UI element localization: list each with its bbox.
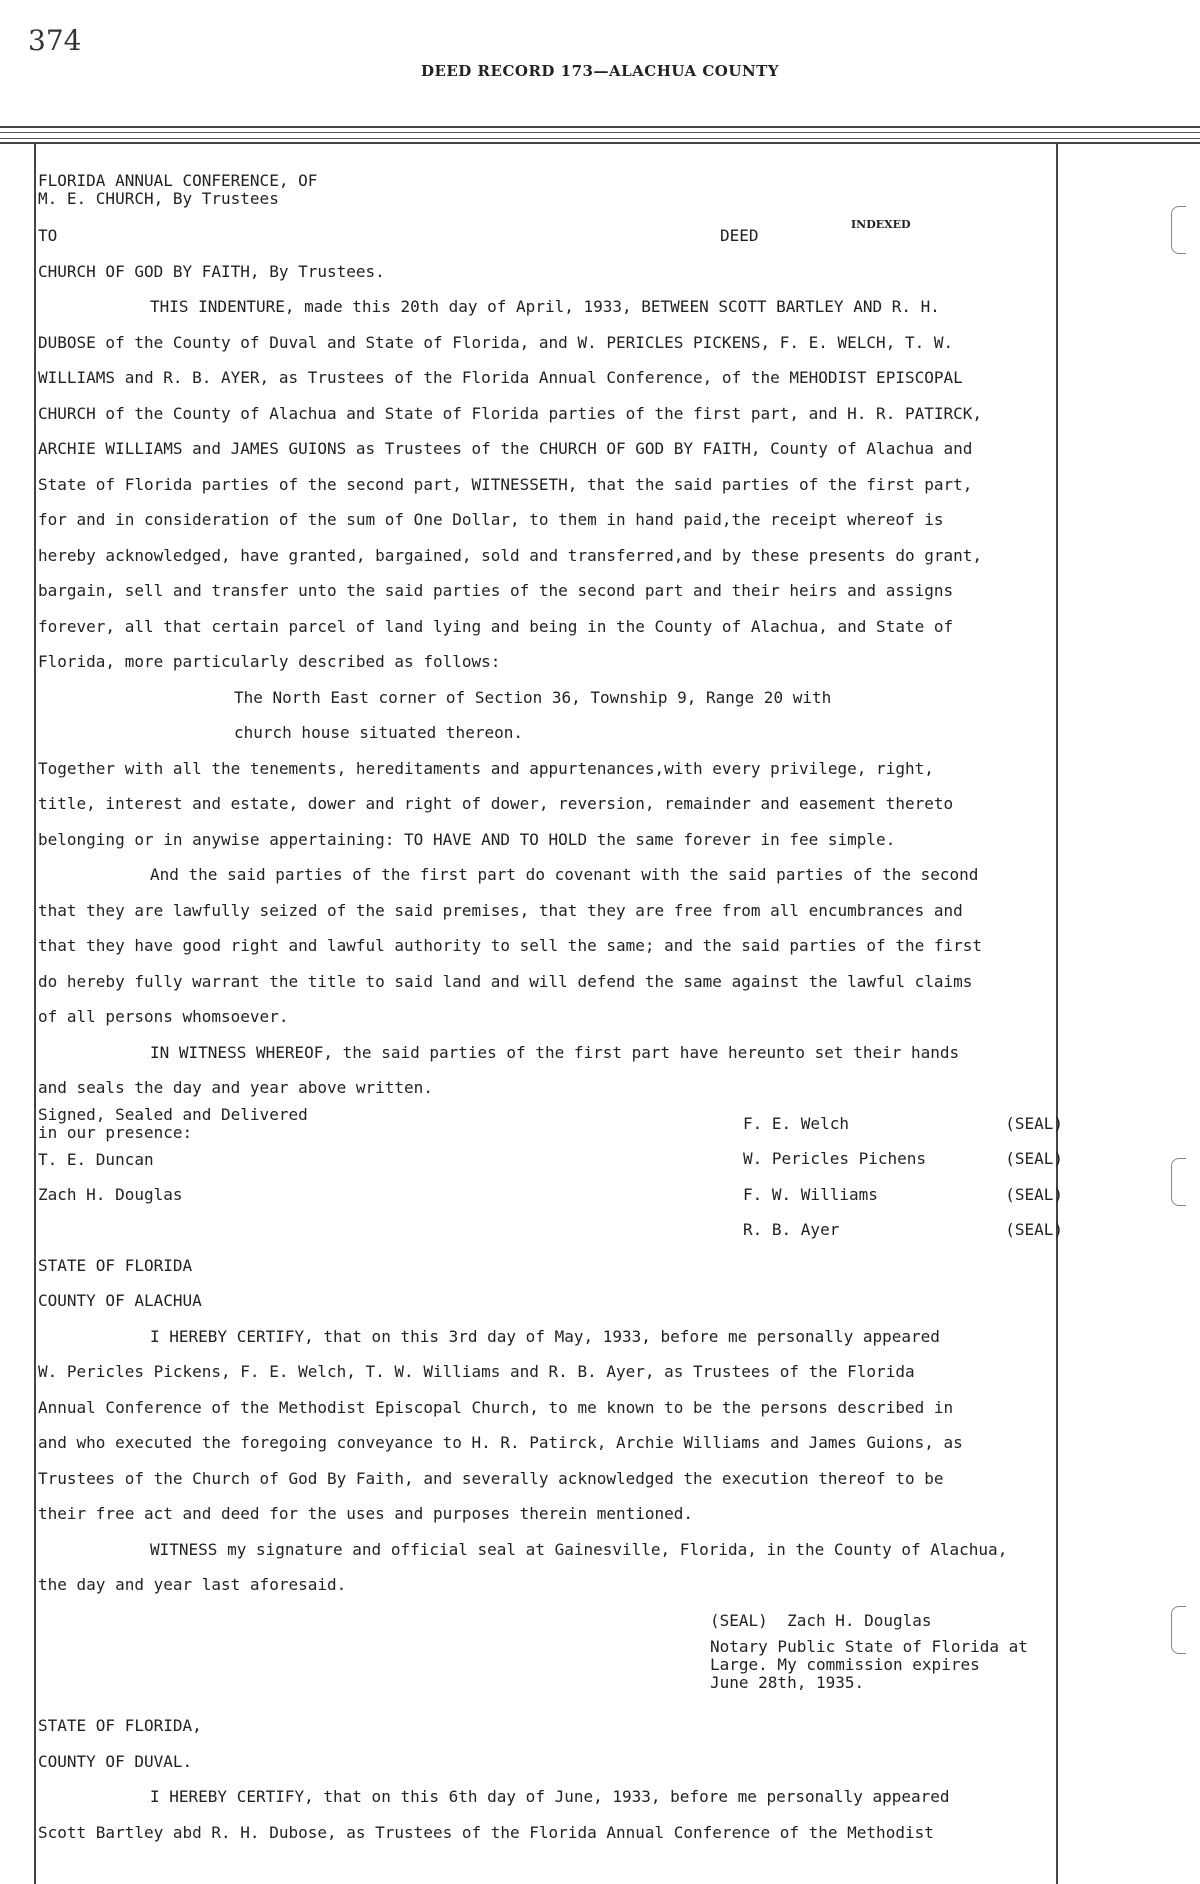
indenture-line: for and in consideration of the sum of One Dollar, to them in hand paid,the receipt whereof is — [38, 510, 944, 529]
left-margin-rule — [34, 142, 36, 1884]
covenant-line: that they have good right and lawful authority to sell the same; and the said parties of the first — [38, 936, 983, 955]
seal-label: (SEAL) — [1005, 1113, 1063, 1133]
indenture-line: bargain, sell and transfer unto the said parties of the second part and their heirs and assigns — [38, 581, 954, 600]
notary-title: Large. My commission expires — [710, 1655, 980, 1674]
notary-title: Notary Public State of Florida at — [710, 1637, 1028, 1656]
indenture-line: State of Florida parties of the second part, WITNESSETH, that the said parties of the first part, — [38, 474, 973, 494]
signature-block — [38, 1104, 1063, 1248]
grantor-line: FLORIDA ANNUAL CONFERENCE, OF — [38, 171, 318, 190]
acknowledgment-line: their free act and deed for the uses and purposes therein mentioned. — [38, 1504, 694, 1523]
grantor-line: M. E. CHURCH, By Trustees — [38, 189, 279, 208]
signer-row — [743, 1212, 1063, 1248]
acknowledgment-line: Scott Bartley abd R. H. Dubose, as Trustees of the Florida Annual Conference of the Methodist — [38, 1822, 934, 1842]
acknowledgment-line: I HEREBY CERTIFY, that on this 3rd day of May, 1933, before me personally appeared — [150, 1326, 940, 1346]
header-rule-thin — [0, 138, 1200, 139]
signer-name: R. B. Ayer — [743, 1220, 840, 1239]
notary-seal: (SEAL) — [710, 1610, 768, 1630]
indenture-line: DUBOSE of the County of Duval and State of Florida, and W. PERICLES PICKENS, F. E. WELCH, T. W. — [38, 332, 954, 352]
indexed-stamp: INDEXED — [851, 218, 911, 231]
covenant-line: And the said parties of the first part do covenant with the said parties of the second — [150, 865, 979, 884]
property-description: church house situated thereon. — [234, 723, 523, 742]
indenture-line: THIS INDENTURE, made this 20th day of April, 1933, BETWEEN SCOTT BARTLEY AND R. H. — [150, 297, 940, 316]
indenture-line: CHURCH of the County of Alachua and State of Florida parties of the first part, and H. R. PATIRCK, — [38, 403, 983, 423]
acknowledgment-line: Annual Conference of the Methodist Episcopal Church, to me known to be the persons described in — [38, 1397, 954, 1417]
habendum-line: belonging or in anywise appertaining: TO HAVE AND TO HOLD the same forever in fee simple. — [38, 829, 896, 849]
deed-body — [38, 171, 1063, 1850]
notary-title: June 28th, 1935. — [710, 1673, 865, 1692]
venue-county: COUNTY OF ALACHUA — [38, 1291, 202, 1310]
deed-record-title: DEED RECORD 173—ALACHUA COUNTY — [420, 62, 780, 80]
signer-name: W. Pericles Pichens — [743, 1149, 927, 1168]
to-label: TO — [38, 226, 58, 245]
venue-county: COUNTY OF DUVAL. — [38, 1751, 193, 1771]
acknowledgment-line: W. Pericles Pickens, F. E. Welch, T. W. Williams and R. B. Ayer, as Trustees of the Florida — [38, 1362, 915, 1381]
page-number: 374 — [28, 24, 82, 57]
venue-state: STATE OF FLORIDA — [38, 1255, 193, 1275]
indenture-line: WILLIAMS and R. B. AYER, as Trustees of the Florida Annual Conference, of the MEHODIST EPISCOPAL — [38, 368, 963, 387]
habendum-line: Together with all the tenements, hereditaments and appurtenances,with every privilege, right, — [38, 758, 934, 778]
acknowledgment-line: Trustees of the Church of God By Faith, and severally acknowledged the execution thereof to be — [38, 1468, 944, 1488]
venue-state: STATE OF FLORIDA, — [38, 1716, 202, 1735]
header-rule — [0, 126, 1200, 128]
seal-label: (SEAL) — [1005, 1184, 1063, 1204]
notary-witness-line: the day and year last aforesaid. — [38, 1575, 347, 1594]
witness-column — [38, 1106, 458, 1213]
notary-signature — [710, 1603, 1058, 1639]
signer-column — [743, 1106, 1063, 1248]
covenant-line: of all persons whomsoever. — [38, 1007, 289, 1026]
signer-row — [743, 1141, 1063, 1177]
header-rule-thin — [0, 132, 1200, 133]
seal-label: (SEAL) — [1005, 1149, 1063, 1168]
witness-name: Zach H. Douglas — [38, 1185, 183, 1204]
binder-tab — [1171, 1606, 1186, 1654]
covenant-line: that they are lawfully seized of the said premises, that they are free from all encumbrances and — [38, 900, 963, 920]
signer-row — [743, 1106, 1063, 1142]
witness-name: T. E. Duncan — [38, 1149, 154, 1169]
witness-heading: in our presence: — [38, 1122, 193, 1142]
notary-name: Zach H. Douglas — [787, 1610, 932, 1630]
notary-block — [38, 1603, 1058, 1693]
notary-witness-line: WITNESS my signature and official seal at Gainesville, Florida, in the County of Alachua, — [150, 1539, 1008, 1559]
signer-name: F. W. Williams — [743, 1184, 878, 1204]
seal-label: (SEAL) — [1005, 1220, 1063, 1239]
testimonium-line: and seals the day and year above written. — [38, 1078, 433, 1097]
binder-tab — [1171, 206, 1186, 254]
witness-heading: Signed, Sealed and Delivered — [38, 1104, 308, 1124]
signer-name: F. E. Welch — [743, 1113, 849, 1133]
deed-label: DEED — [720, 226, 759, 245]
indenture-line: Florida, more particularly described as follows: — [38, 652, 501, 671]
indenture-line: ARCHIE WILLIAMS and JAMES GUIONS as Trustees of the CHURCH OF GOD BY FAITH, County of Alachua and — [38, 439, 973, 458]
habendum-line: title, interest and estate, dower and right of dower, reversion, remainder and easement thereto — [38, 794, 954, 813]
property-description: The North East corner of Section 36, Township 9, Range 20 with — [234, 687, 832, 707]
grantee-line: CHURCH OF GOD BY FAITH, By Trustees. — [38, 261, 385, 281]
signer-row — [743, 1177, 1063, 1213]
header-rule — [0, 142, 1200, 144]
testimonium-line: IN WITNESS WHEREOF, the said parties of the first part have hereunto set their hands — [150, 1042, 960, 1062]
covenant-line: do hereby fully warrant the title to said land and will defend the same against the lawful claims — [38, 971, 973, 991]
binder-tab — [1171, 1158, 1186, 1206]
indenture-line: hereby acknowledged, have granted, bargained, sold and transferred,and by these presents do grant, — [38, 545, 983, 565]
indenture-line: forever, all that certain parcel of land lying and being in the County of Alachua, and State of — [38, 616, 954, 636]
acknowledgment-line: and who executed the foregoing conveyance to H. R. Patirck, Archie Williams and James Guions, as — [38, 1433, 963, 1452]
acknowledgment-line: I HEREBY CERTIFY, that on this 6th day of June, 1933, before me personally appeared — [150, 1787, 950, 1806]
